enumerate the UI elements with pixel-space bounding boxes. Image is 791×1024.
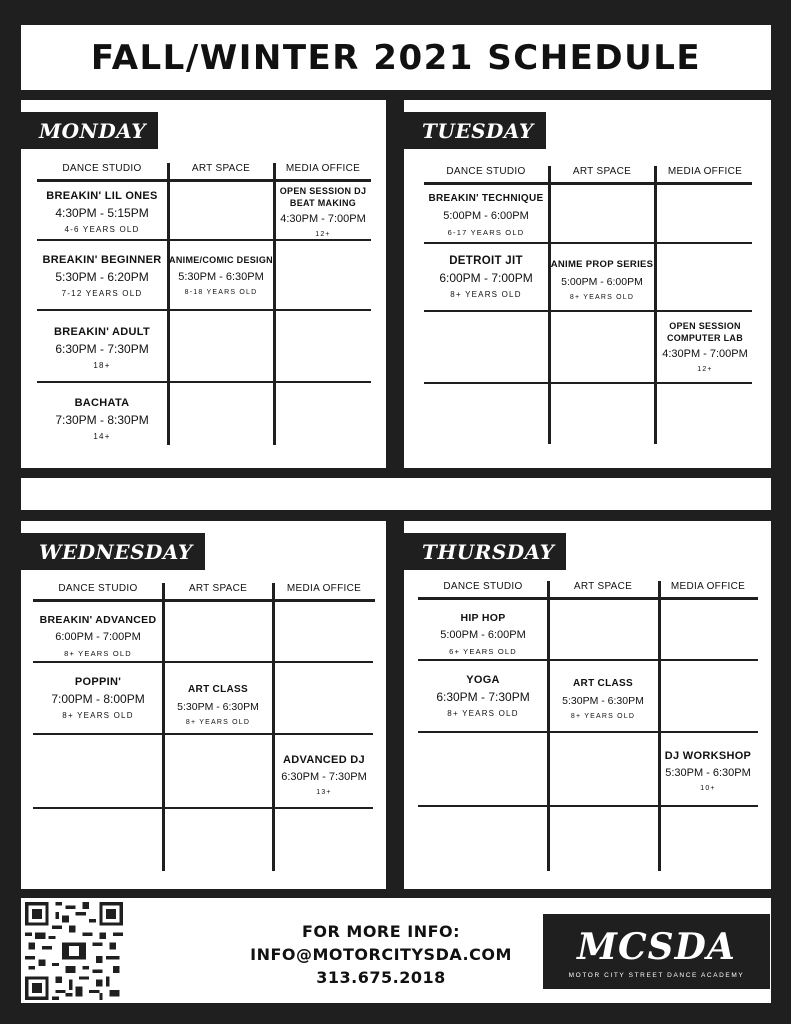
grid-line bbox=[424, 182, 752, 185]
grid-line bbox=[37, 381, 371, 383]
class-poppin: POPPIN' 7:00PM - 8:00PM 8+ YEARS OLD bbox=[51, 676, 145, 720]
class-art-class: ART CLASS 5:30PM - 6:30PM 8+ YEARS OLD bbox=[562, 678, 644, 720]
grid-line bbox=[272, 583, 275, 871]
grid-line bbox=[33, 599, 375, 602]
thursday-panel bbox=[404, 521, 771, 889]
header-media-office: MEDIA OFFICE bbox=[285, 163, 361, 174]
footer bbox=[21, 898, 771, 1003]
email-link[interactable]: INFO@MOTORCITYSDA.COM bbox=[250, 945, 512, 964]
logo-subtitle: MOTOR CITY STREET DANCE ACADEMY bbox=[568, 972, 745, 979]
class-breakin-adult: BREAKIN' ADULT 6:30PM - 7:30PM 18+ bbox=[53, 326, 151, 370]
grid-line bbox=[418, 659, 758, 661]
qr-code-icon[interactable] bbox=[25, 902, 123, 1000]
header-art-space: ART SPACE bbox=[191, 163, 251, 174]
tuesday-panel bbox=[404, 100, 771, 468]
class-detroit-jit: DETROIT JIT 6:00PM - 7:00PM 8+ YEARS OLD bbox=[439, 255, 533, 299]
header-dance-studio: DANCE STUDIO bbox=[58, 583, 138, 594]
class-breakin-beginner: BREAKIN' BEGINNER 5:30PM - 6:20PM 7-12 YEARS OLD bbox=[42, 254, 162, 298]
grid-line bbox=[418, 731, 758, 733]
wednesday-grid bbox=[33, 583, 375, 878]
grid-line bbox=[33, 733, 373, 735]
class-anime-comic-design: ANIME/COMIC DESIGN 5:30PM - 6:30PM 8-18 YEARS OLD bbox=[169, 255, 273, 296]
class-advanced-dj: ADVANCED DJ 6:30PM - 7:30PM 13+ bbox=[281, 754, 367, 796]
header-dance-studio: DANCE STUDIO bbox=[446, 166, 526, 177]
contact-info bbox=[221, 920, 541, 989]
header-media-office: MEDIA OFFICE bbox=[670, 581, 746, 592]
grid-line bbox=[654, 166, 657, 444]
header-media-office: MEDIA OFFICE bbox=[286, 583, 362, 594]
thursday-grid bbox=[418, 581, 758, 876]
thursday-label: THURSDAY bbox=[404, 533, 566, 570]
class-dj-workshop: DJ WORKSHOP 5:30PM - 6:30PM 10+ bbox=[664, 750, 752, 792]
grid-line bbox=[37, 179, 371, 182]
class-breakin-technique: BREAKIN' TECHNIQUE 5:00PM - 6:00PM 6-17 YEARS OLD bbox=[428, 193, 544, 237]
grid-line bbox=[548, 166, 551, 444]
monday-grid bbox=[37, 163, 371, 453]
tuesday-grid bbox=[424, 166, 754, 456]
grid-line bbox=[418, 597, 758, 600]
grid-line bbox=[33, 807, 373, 809]
monday-panel bbox=[21, 100, 386, 468]
monday-label: MONDAY bbox=[21, 112, 158, 149]
grid-line bbox=[418, 805, 758, 807]
phone-number[interactable]: 313.675.2018 bbox=[316, 968, 446, 987]
grid-line bbox=[424, 382, 752, 384]
header-dance-studio: DANCE STUDIO bbox=[443, 581, 523, 592]
class-breakin-advanced: BREAKIN' ADVANCED 6:00PM - 7:00PM 8+ YEARS OLD bbox=[39, 614, 157, 658]
wednesday-panel bbox=[21, 521, 386, 889]
header-art-space: ART SPACE bbox=[573, 581, 633, 592]
info-heading: FOR MORE INFO: bbox=[301, 922, 461, 941]
tuesday-label: TUESDAY bbox=[404, 112, 546, 149]
class-art-class: ART CLASS 5:30PM - 6:30PM 8+ YEARS OLD bbox=[177, 684, 259, 726]
header-dance-studio: DANCE STUDIO bbox=[62, 163, 142, 174]
class-open-session-computer-lab: OPEN SESSION COMPUTER LAB 4:30PM - 7:00PM 12+ bbox=[662, 321, 748, 373]
class-hip-hop: HIP HOP 5:00PM - 6:00PM 6+ YEARS OLD bbox=[440, 612, 526, 656]
logo-mark: MCSDA bbox=[577, 926, 736, 968]
class-open-session-dj: OPEN SESSION DJ BEAT MAKING 4:30PM - 7:00PM 12+ bbox=[279, 186, 367, 238]
grid-line bbox=[424, 310, 752, 312]
header-art-space: ART SPACE bbox=[188, 583, 248, 594]
grid-line bbox=[33, 661, 373, 663]
grid-line bbox=[37, 239, 371, 241]
mcsda-logo bbox=[543, 914, 770, 989]
class-anime-prop-series: ANIME PROP SERIES 5:00PM - 6:00PM 8+ YEARS OLD bbox=[550, 259, 654, 301]
header-art-space: ART SPACE bbox=[572, 166, 632, 177]
grid-line bbox=[37, 309, 371, 311]
wednesday-label: WEDNESDAY bbox=[21, 533, 205, 570]
class-bachata: BACHATA 7:30PM - 8:30PM 14+ bbox=[55, 397, 149, 441]
divider-bar bbox=[21, 478, 771, 510]
grid-line bbox=[167, 163, 170, 445]
grid-line bbox=[658, 581, 661, 871]
header-media-office: MEDIA OFFICE bbox=[667, 166, 743, 177]
grid-line bbox=[424, 242, 752, 244]
class-yoga: YOGA 6:30PM - 7:30PM 8+ YEARS OLD bbox=[436, 674, 530, 718]
class-breakin-lil-ones: BREAKIN' LIL ONES 4:30PM - 5:15PM 4-6 YEARS OLD bbox=[46, 190, 158, 234]
page-title: FALL/WINTER 2021 SCHEDULE bbox=[21, 25, 771, 90]
